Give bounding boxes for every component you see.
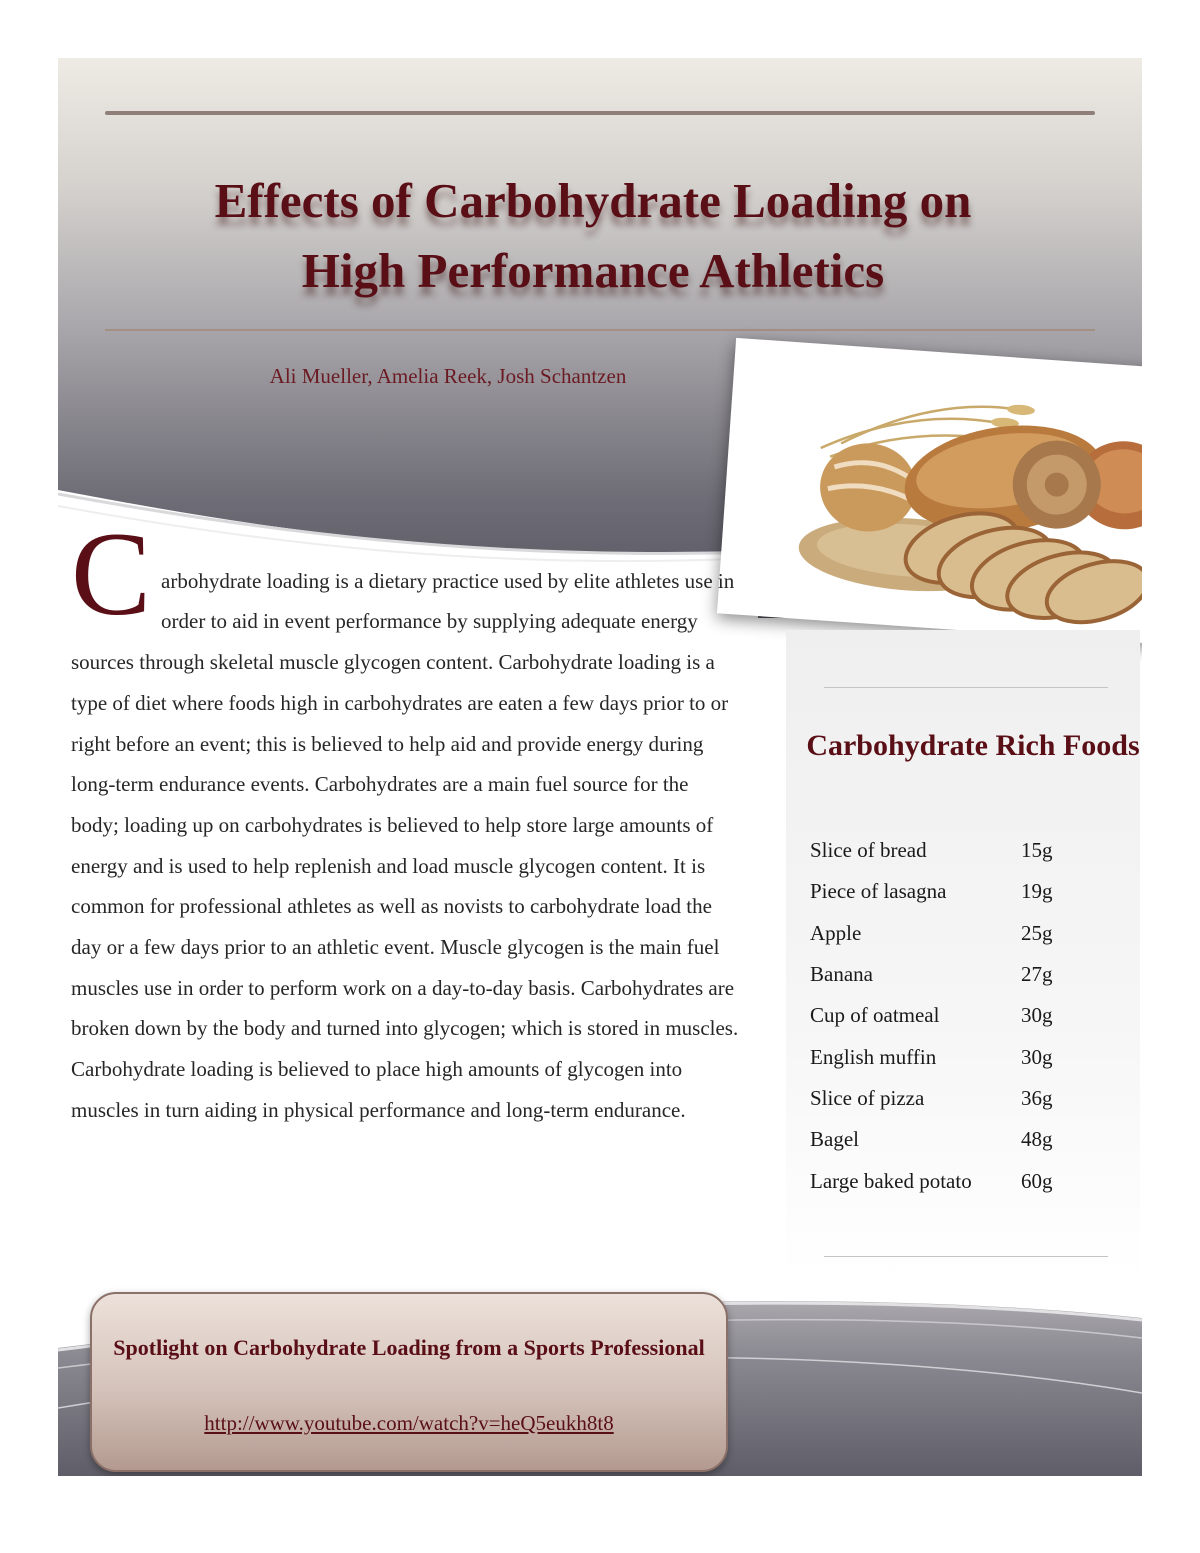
food-name: Slice of bread	[810, 838, 927, 863]
food-row	[810, 1078, 1053, 1119]
food-name: Apple	[810, 920, 862, 945]
carb-foods-table	[810, 830, 1053, 1202]
food-carbs: 36g	[1021, 1085, 1053, 1110]
food-carbs: 30g	[1021, 1044, 1053, 1069]
food-carbs: 25g	[1021, 920, 1053, 945]
header-rule-bottom	[105, 329, 1095, 331]
food-row	[810, 954, 1053, 995]
food-row	[810, 1119, 1053, 1160]
food-name: English muffin	[810, 1044, 937, 1069]
food-row	[810, 913, 1053, 954]
food-carbs: 15g	[1021, 838, 1053, 863]
spotlight-title: Spotlight on Carbohydrate Loading from a Sports Professional	[113, 1335, 705, 1360]
food-carbs: 30g	[1021, 1003, 1053, 1028]
food-row	[810, 871, 1053, 912]
food-row	[810, 995, 1053, 1036]
food-carbs: 60g	[1021, 1168, 1053, 1193]
sidebar-rule-top	[824, 687, 1108, 688]
food-name: Slice of pizza	[810, 1085, 925, 1110]
food-carbs: 27g	[1021, 962, 1053, 987]
header-rule-top	[105, 111, 1095, 115]
food-name: Banana	[810, 962, 873, 987]
article-body	[71, 507, 739, 1131]
title-line-2: High Performance Athletics	[301, 243, 885, 298]
food-rows	[810, 830, 1053, 1202]
sidebar-rule-bottom	[824, 1256, 1108, 1257]
spotlight-box	[90, 1292, 728, 1472]
authors-line: Ali Mueller, Amelia Reek, Josh Schantzen	[269, 364, 627, 388]
food-name: Piece of lasagna	[810, 879, 947, 904]
article-body-text: arbohydrate loading is a dietary practice used by elite athletes use in order to aid in event performance by supplying adequate energy sources through skeletal muscle glycogen content. Carbohydrate loading is a type of diet where foods high in carbohydrates are eaten a few days prior to or right before an event; this is believed to help aid and provide energy during long-term endurance events. Carbohydrates are a main fuel source for the body; loading up on carbohydrates is believed to help store large amounts of energy and is used to help replenish and load muscle glycogen content. It is common for professional athletes as well as novists to carbohydrate load the day or a few days prior to an athletic event. Muscle glycogen is the main fuel muscles use in order to perform work on a day-to-day basis. Carbohydrates are broken down by the body and turned into glycogen; which is stored in muscles. Carbohydrate loading is believed to place high amounts of glycogen into muscles in turn aiding in physical performance and long-term endurance.	[71, 568, 739, 1122]
carb-foods-sidebar	[786, 630, 1140, 1280]
page-title	[118, 166, 1068, 306]
food-name: Cup of oatmeal	[810, 1003, 940, 1028]
food-carbs: 19g	[1021, 879, 1053, 904]
food-carbs: 48g	[1021, 1127, 1053, 1152]
food-row	[810, 1036, 1053, 1077]
bread-photo	[717, 338, 1142, 646]
title-line-1: Effects of Carbohydrate Loading on	[214, 173, 972, 228]
food-name: Bagel	[810, 1127, 859, 1152]
dropcap-letter: C	[71, 507, 152, 640]
sidebar-heading: Carbohydrate Rich Foods	[806, 729, 1140, 762]
food-name: Large baked potato	[810, 1168, 972, 1193]
food-row	[810, 1160, 1053, 1201]
flyer-page	[58, 58, 1142, 1476]
video-link[interactable]: http://www.youtube.com/watch?v=heQ5eukh8t8	[204, 1411, 614, 1435]
food-row	[810, 830, 1053, 871]
bread-illustration	[730, 351, 1142, 634]
